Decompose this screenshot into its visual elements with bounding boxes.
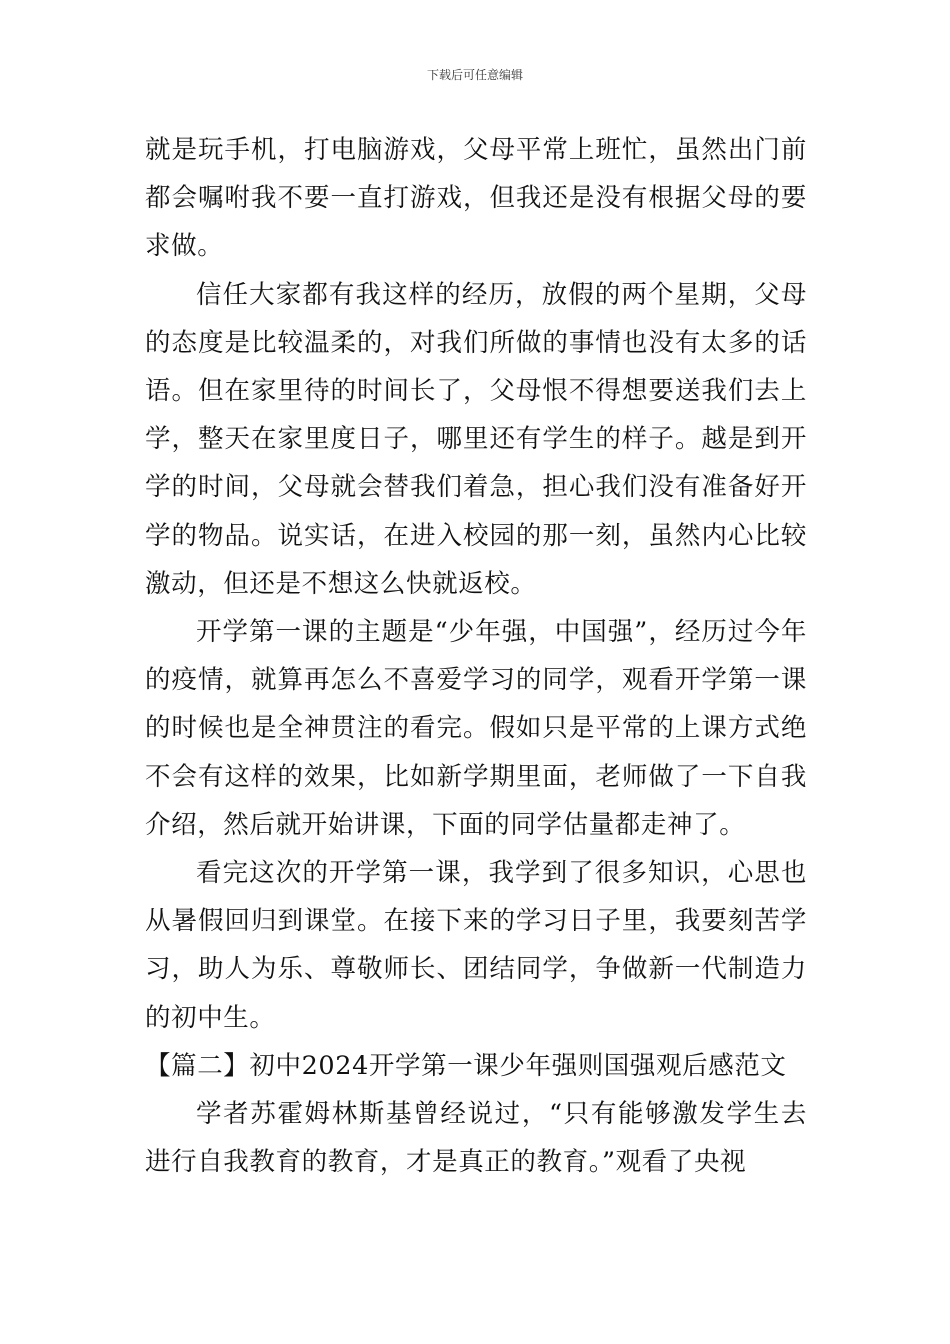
paragraph-5: 学者苏霍姆林斯基曾经说过，“只有能够激发学生去进行自我教育的教育，才是真正的教育。”观看了央视 [145, 1099, 807, 1178]
section-heading: 【篇二】初中2024开学第一课少年强则国强观后感范文 [145, 1050, 787, 1081]
document-body [145, 126, 807, 1186]
paragraph-4: 看完这次的开学第一课，我学到了很多知识，心思也从暑假回归到课堂。在接下来的学习日子里，我要刻苦学习，助人为乐、尊敬师长、团结同学，争做新一代制造力的初中生。 [145, 858, 807, 1033]
paragraph-2: 信任大家都有我这样的经历，放假的两个星期，父母的态度是比较温柔的，对我们所做的事情也没有太多的话语。但在家里待的时间长了，父母恨不得想要送我们去上学，整天在家里度日子，哪里还有学生的样子。越是到开学的时间，父母就会替我们着急，担心我们没有准备好开学的物品。说实话，在进入校园的那一刻，虽然内心比较激动，但还是不想这么快就返校。 [145, 279, 807, 599]
header-note: 下载后可任意编辑 [426, 68, 523, 82]
paragraph-3: 开学第一课的主题是“少年强，中国强”，经历过今年的疫情，就算再怎么不喜爱学习的同学，观看开学第一课的时候也是全神贯注的看完。假如只是平常的上课方式绝不会有这样的效果，比如新学期里面，老师做了一下自我介绍，然后就开始讲课，下面的同学估量都走神了。 [145, 617, 807, 840]
paragraph-1: 就是玩手机，打电脑游戏，父母平常上班忙，虽然出门前都会嘱咐我不要一直打游戏，但我还是没有根据父母的要求做。 [145, 135, 807, 262]
